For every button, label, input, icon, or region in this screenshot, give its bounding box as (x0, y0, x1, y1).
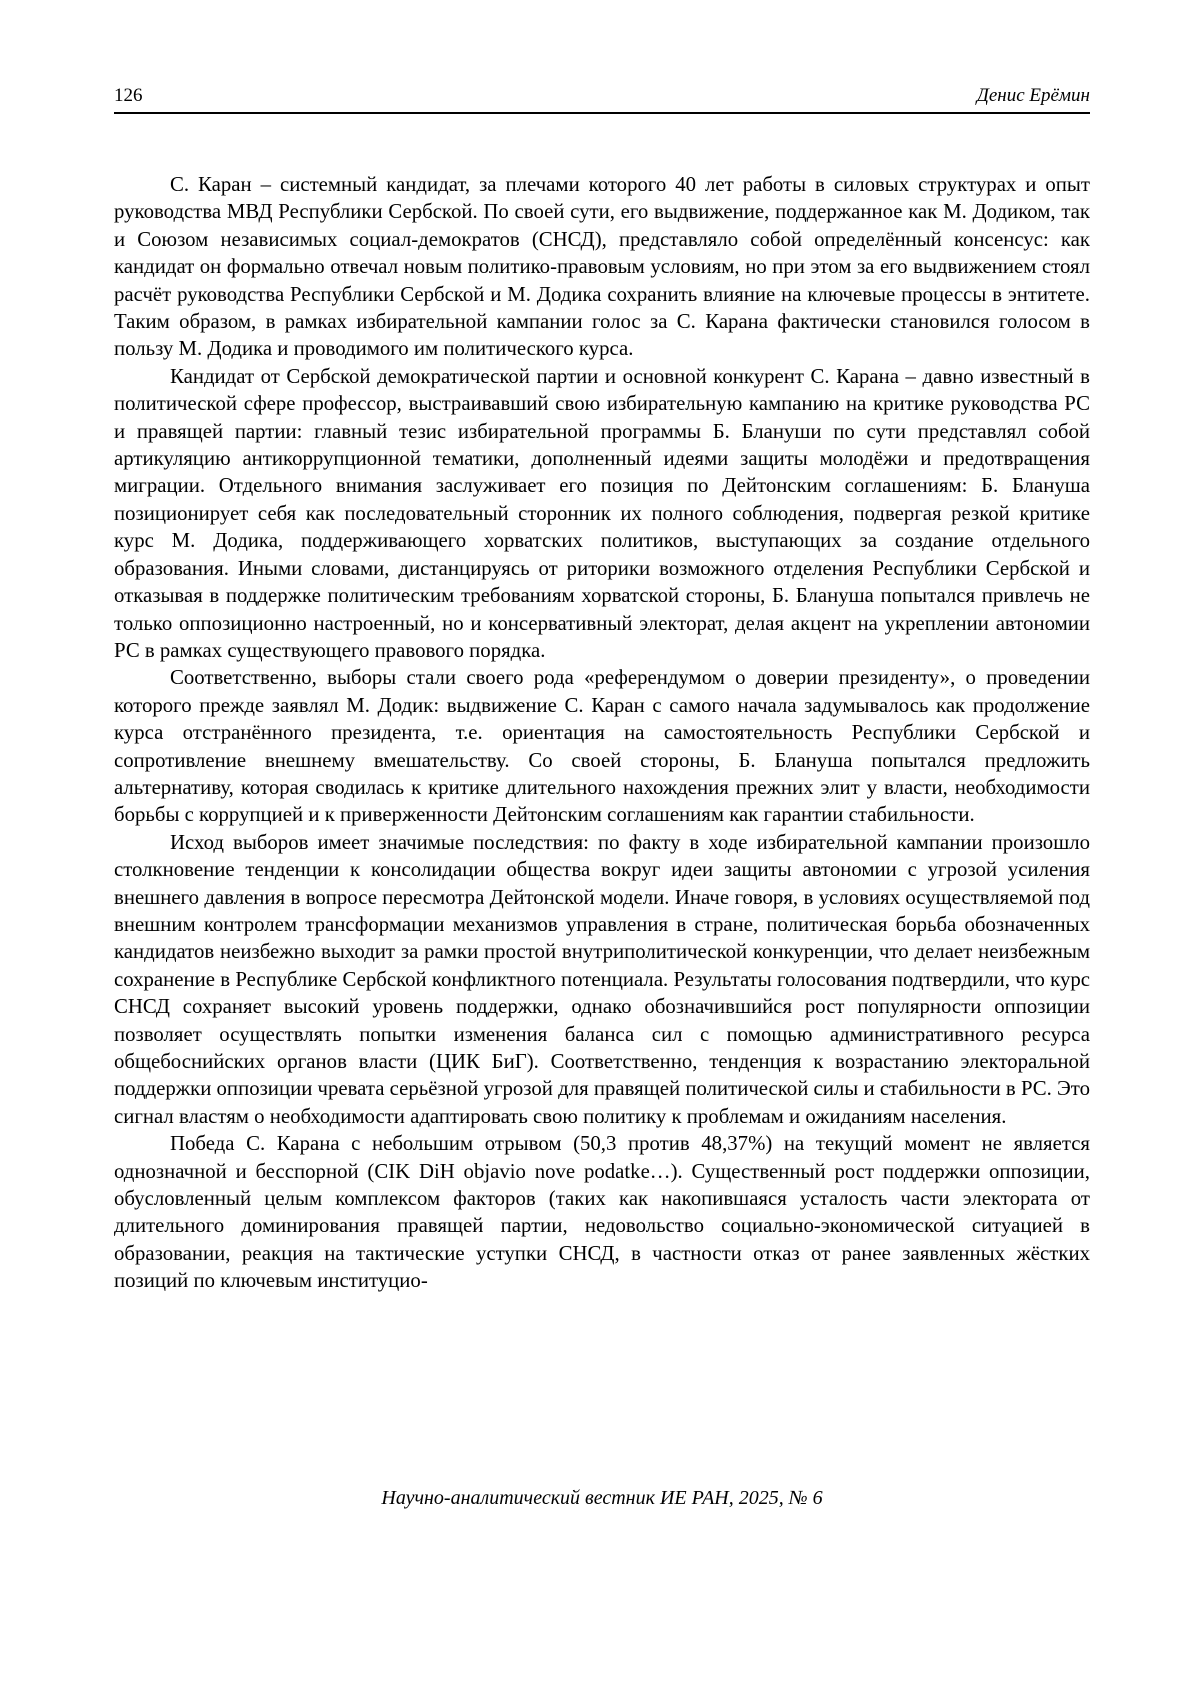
paragraph: Соответственно, выборы стали своего рода «референдумом о доверии президенту», о проведении которого прежде заявлял М. Додик: выдвижение С. Каран с самого начала задумывалось как продолжение курса отстранённого президента, т.е. ориентация на самостоятельность Республики Сербской и сопротивление внешнему вмешательству. Со своей стороны, Б. Блануша попытался предложить альтернативу, которая сводилась к критике длительного нахождения прежних элит у власти, необходимости борьбы с коррупцией и к приверженности Дейтонским соглашениям как гарантии стабильности. (114, 666, 1090, 827)
page-number: 126 (114, 85, 143, 106)
journal-footer: Научно-аналитический вестник ИЕ РАН, 2025, № 6 (381, 1487, 823, 1509)
article-body (114, 171, 1090, 1295)
paragraph: Исход выборов имеет значимые последствия: по факту в ходе избирательной кампании произошло столкновение тенденции к консолидации общества вокруг идеи защиты автономии с угрозой усиления внешнего давления в вопросе пересмотра Дейтонской модели. Иначе говоря, в условиях осуществляемой под внешним контролем трансформации механизмов управления в стране, политическая борьба обозначенных кандидатов неизбежно выходит за рамки простой внутриполитической конкуренции, что делает неизбежным сохранение в Республике Сербской конфликтного потенциала. Результаты голосования подтвердили, что курс СНСД сохраняет высокий уровень поддержки, однако обозначившийся рост популярности оппозиции позволяет осуществлять попытки изменения баланса сил с помощью административного ресурса общебоснийских органов власти (ЦИК БиГ). Соответственно, тенденция к возрастанию электоральной поддержки оппозиции чревата серьёзной угрозой для правящей политической силы и стабильности в РС. Это сигнал властям о необходимости адаптировать свою политику к проблемам и ожиданиям населения. (114, 830, 1090, 1128)
running-header (114, 84, 1090, 114)
paragraph: Кандидат от Сербской демократической партии и основной конкурент С. Карана – давно известный в политической сфере профессор, выстраивавший свою избирательную кампанию на критике руководства РС и правящей партии: главный тезис избирательной программы Б. Блануши по сути представлял собой артикуляцию антикоррупционной тематики, дополненный идеями защиты молодёжи и предотвращения миграции. Отдельного внимания заслуживает его позиция по Дейтонским соглашениям: Б. Блануша позиционирует себя как последовательный сторонник их полного соблюдения, подвергая резкой критике курс М. Додика, поддерживающего хорватских политиков, выступающих за создание отдельного образования. Иными словами, дистанцируясь от риторики возможного отделения Республики Сербской и отказывая в поддержке политическим требованиям хорватской стороны, Б. Блануша попытался привлечь не только оппозиционно настроенный, но и консервативный электорат, делая акцент на укреплении автономии РС в рамках существующего правового порядка. (114, 364, 1090, 662)
running-author: Денис Ерёмин (976, 85, 1090, 106)
paragraph: С. Каран – системный кандидат, за плечами которого 40 лет работы в силовых структурах и опыт руководства МВД Республики Сербской. По своей сути, его выдвижение, поддержанное как М. Додиком, так и Союзом независимых социал-демократов (СНСД), представляло собой определённый консенсус: как кандидат он формально отвечал новым политико-правовым условиям, но при этом за его выдвижением стоял расчёт руководства Республики Сербской и М. Додика сохранить влияние на ключевые процессы в энтитете. Таким образом, в рамках избирательной кампании голос за С. Карана фактически становился голосом в пользу М. Додика и проводимого им политического курса. (114, 173, 1090, 361)
paragraph: Победа С. Карана с небольшим отрывом (50,3 против 48,37%) на текущий момент не является однозначной и бесспорной (CIK DiH objavio nove podatke…). Существенный рост поддержки оппозиции, обусловленный целым комплексом факторов (таких как накопившаяся усталость части электората от длительного доминирования правящей партии, недовольство социально-экономической ситуацией в образовании, реакция на тактические уступки СНСД, в частности отказ от ранее заявленных жёстких позиций по ключевым институцио- (114, 1132, 1090, 1293)
